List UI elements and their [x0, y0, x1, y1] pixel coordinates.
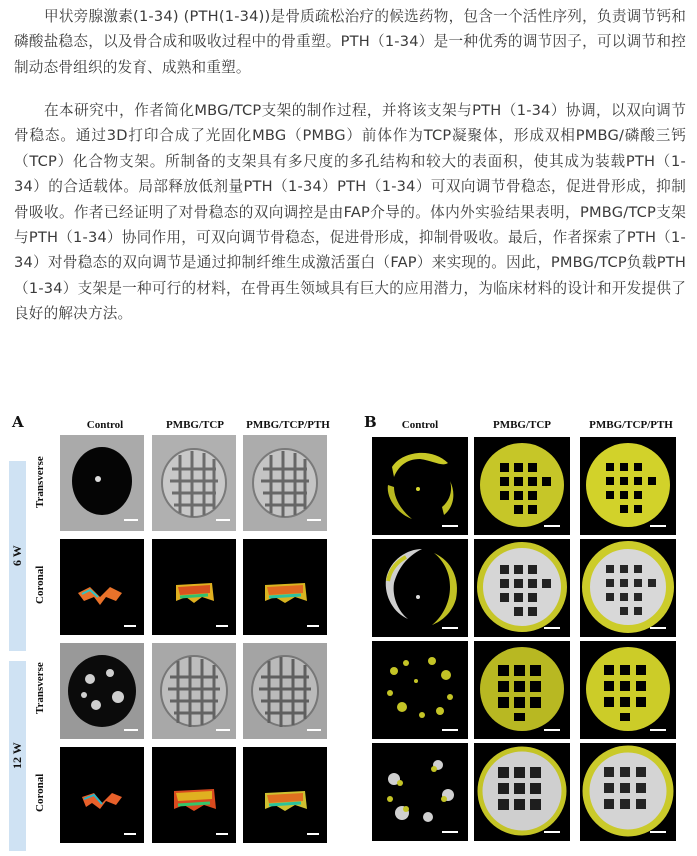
b-row2-pmbg-tcp-pth [580, 539, 676, 637]
a-12w-transverse-pmbg-tcp [152, 643, 236, 739]
panel-a-col-pmbg-tcp: PMBG/TCP [165, 419, 225, 431]
panel-a-letter: A [12, 413, 24, 431]
paragraph-study-summary: 在本研究中，作者简化MBG/TCP支架的制作过程，并将该支架与PTH（1-34）协调，以双向调节骨稳态。通过3D打印合成了光固化MBG（PMBG）前体作为TCP凝聚体，形成双相PMBG/磷酸三钙（TCP）化合物支架。所制备的支架具有多尺度的多孔结构和较大的表面积，使其成为装载PTH（1-34）的合适载体。局部释放低剂量PTH（1-34）PTH（1-34）可双向调节骨稳态，促进骨形成，抑制骨吸收。作者已经证明了对骨稳态的双向调控是由FAP介导的。体内外实验结果表明，PMBG/TCP支架与PTH（1-34）协同作用，可双向调节骨稳态，促进骨形成，抑制骨吸收。最后，作者探索了PTH（1-34）对骨稳态的双向调节是通过抑制纤维生成激活蛋白（FAP）来实现的。因此，PMBG/TCP负载PTH（1-34）支架是一种可行的材料，在骨再生领域具有巨大的应用潜力，为临床材料的设计和开发提供了良好的解决方法。 [14, 102, 686, 323]
a-12w-coronal-pmbg-tcp-pth [243, 747, 327, 843]
b-row3-pmbg-tcp-pth [580, 641, 676, 739]
b-row3-control [372, 641, 468, 739]
article-text-block-1 [14, 4, 686, 80]
panel-b-col-pmbg-tcp-pth: PMBG/TCP/PTH [589, 419, 673, 431]
b-row2-pmbg-tcp [474, 539, 570, 637]
panel-a-col-control: Control [86, 419, 124, 431]
panel-b-letter: B [364, 413, 377, 431]
panel-a-col-pmbg-tcp-pth: PMBG/TCP/PTH [246, 419, 330, 431]
b-row1-pmbg-tcp [474, 437, 570, 535]
b-row3-pmbg-tcp [474, 641, 570, 739]
row-label-transverse-6w: Transverse [34, 456, 46, 509]
a-12w-coronal-pmbg-tcp [152, 747, 236, 843]
a-6w-transverse-control [60, 435, 144, 531]
panel-b-col-control: Control [401, 419, 439, 431]
row-label-coronal-12w: Coronal [34, 773, 46, 812]
a-6w-transverse-pmbg-tcp [152, 435, 236, 531]
article-text-block-2 [14, 98, 686, 327]
a-12w-transverse-pmbg-tcp-pth [243, 643, 327, 739]
b-row4-control [372, 743, 468, 841]
a-12w-transverse-control [60, 643, 144, 739]
a-6w-coronal-control [60, 539, 144, 635]
b-row4-pmbg-tcp [474, 743, 570, 841]
a-12w-coronal-control [60, 747, 144, 843]
paragraph-pth-intro: 甲状旁腺激素(1-34) (PTH(1-34))是骨质疏松治疗的候选药物，包含一个活性序列，负责调节钙和磷酸盐稳态，以及骨合成和吸收过程中的骨重塑。PTH（1-34）是一种优秀的调节因子，可以调节和控制动态骨组织的发育、成熟和重塑。 [14, 8, 686, 76]
a-6w-coronal-pmbg-tcp [152, 539, 236, 635]
panel-b-col-pmbg-tcp: PMBG/TCP [492, 419, 552, 431]
figure-micro-ct [0, 405, 697, 856]
a-6w-coronal-pmbg-tcp-pth [243, 539, 327, 635]
row-label-transverse-12w: Transverse [34, 662, 46, 715]
b-row1-pmbg-tcp-pth [580, 437, 676, 535]
row-label-coronal-6w: Coronal [34, 565, 46, 604]
week-label-12w: 12 W [10, 742, 24, 770]
b-row1-control [372, 437, 468, 535]
a-6w-transverse-pmbg-tcp-pth [243, 435, 327, 531]
b-row4-pmbg-tcp-pth [580, 743, 676, 841]
b-row2-control [372, 539, 468, 637]
week-label-6w: 6 W [10, 545, 24, 567]
